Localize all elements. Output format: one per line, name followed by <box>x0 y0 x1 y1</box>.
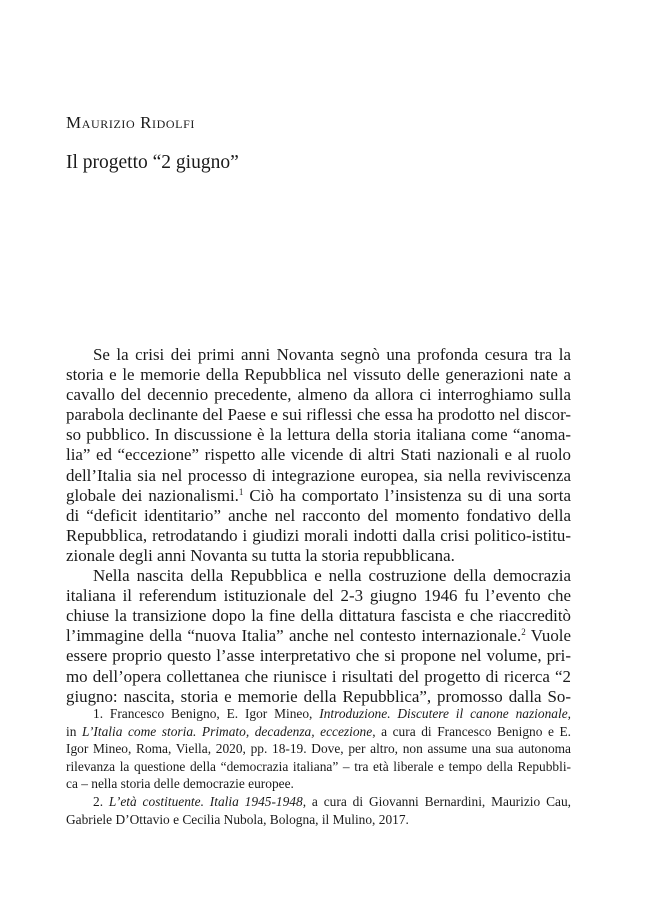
footnote-text: , a cura di Francesco Benigno e E. <box>372 723 571 739</box>
footnote-italic: L’età costituente. Italia 1945-1948 <box>108 793 303 809</box>
body-line: dell’Italia sia nel processo di integrazione europea, sia nella reviviscenza <box>66 465 571 485</box>
body-line: chiuse la transizione dopo la fine della dittatura fascista e che riaccreditò <box>66 606 571 626</box>
body-line: italiana il referendum istituzionale del 2-3 giugno 1946 fu l’evento che <box>66 586 571 606</box>
footnote-mark-2: 2 <box>521 627 526 638</box>
body-line: cavallo del decennio precedente, almeno da allora ci interroghiamo sulla <box>66 385 571 405</box>
body-line: di “deficit identitario” anche nel racconto del momento fondativo della <box>66 505 571 525</box>
body-text-segment: Vuole <box>525 626 571 646</box>
footnote-text: , <box>567 706 572 721</box>
footnote-line: ca – nella storia delle democrazie europee. <box>66 776 294 792</box>
footnote-line: Igor Mineo, Roma, Viella, 2020, pp. 18-19. Dove, per altro, non assume una sua autonoma <box>66 741 571 757</box>
body-line: lia” ed “eccezione” rispetto alle vicende di altri Stati nazionali e al ruolo <box>66 445 571 465</box>
footnote-line <box>66 723 571 741</box>
footnote-text: , a cura di Giovanni Bernardini, Maurizio Cau, <box>302 793 572 809</box>
author-name: Maurizio Ridolfi <box>66 113 195 132</box>
body-line: so pubblico. In discussione è la lettura della storia italiana come “anoma- <box>66 425 571 445</box>
body-line: storia e le memorie della Repubblica nel vissuto delle generazioni nate a <box>66 365 571 385</box>
body-text <box>66 345 571 707</box>
footnote-italic: Introduzione. Discutere il canone nazionale <box>319 706 568 721</box>
body-line: essere proprio questo l’asse interpretativo che si propone nel volume, pri- <box>66 646 571 666</box>
body-line: parabola declinante del Paese e sui riflessi che essa ha prodotto nel discor- <box>66 405 571 425</box>
body-line: mo dell’opera collettanea che riunisce i risultati del progetto di ricerca “2 <box>66 666 571 686</box>
footnote-text: in <box>66 723 82 739</box>
footnote-line: Gabriele D’Ottavio e Cecilia Nubola, Bologna, il Mulino, 2017. <box>66 811 409 827</box>
footnote-text: 2. <box>93 793 109 809</box>
body-text-segment: l’immagine della “nuova Italia” anche nel contesto internazionale. <box>66 626 522 646</box>
footnote-italic: L’Italia come storia. Primato, decadenza, eccezione <box>81 723 373 739</box>
footnote-mark-1: 1 <box>238 486 244 497</box>
body-line <box>66 486 571 506</box>
footnote-text: 1. Francesco Benigno, E. Igor Mineo, <box>93 706 320 721</box>
chapter-title: Il progetto “2 giugno” <box>66 152 239 173</box>
body-line <box>66 626 571 646</box>
body-line: zionale degli anni Novanta su tutta la storia repubblicana. <box>66 545 455 565</box>
body-line: Se la crisi dei primi anni Novanta segnò una profonda cesura tra la <box>93 345 571 364</box>
footnote-line: rilevanza la questione della “democrazia italiana” – tra età liberale e tempo della Repubbli- <box>66 758 571 774</box>
footnote-line <box>66 793 571 811</box>
body-text-segment: Ciò ha comportato l’insistenza su di una sorta <box>243 485 571 505</box>
footnotes <box>66 705 571 828</box>
body-line: Repubblica, retrodatando i giudizi morali indotti dalla crisi politico-istitu- <box>66 525 571 545</box>
body-line: giugno: nascita, storia e memorie della Repubblica”, promosso dalla So- <box>66 686 571 706</box>
footnote-line <box>66 705 571 723</box>
body-line: Nella nascita della Repubblica e nella costruzione della democrazia <box>93 566 571 586</box>
body-text-segment: globale dei nazionalismi. <box>66 485 239 505</box>
